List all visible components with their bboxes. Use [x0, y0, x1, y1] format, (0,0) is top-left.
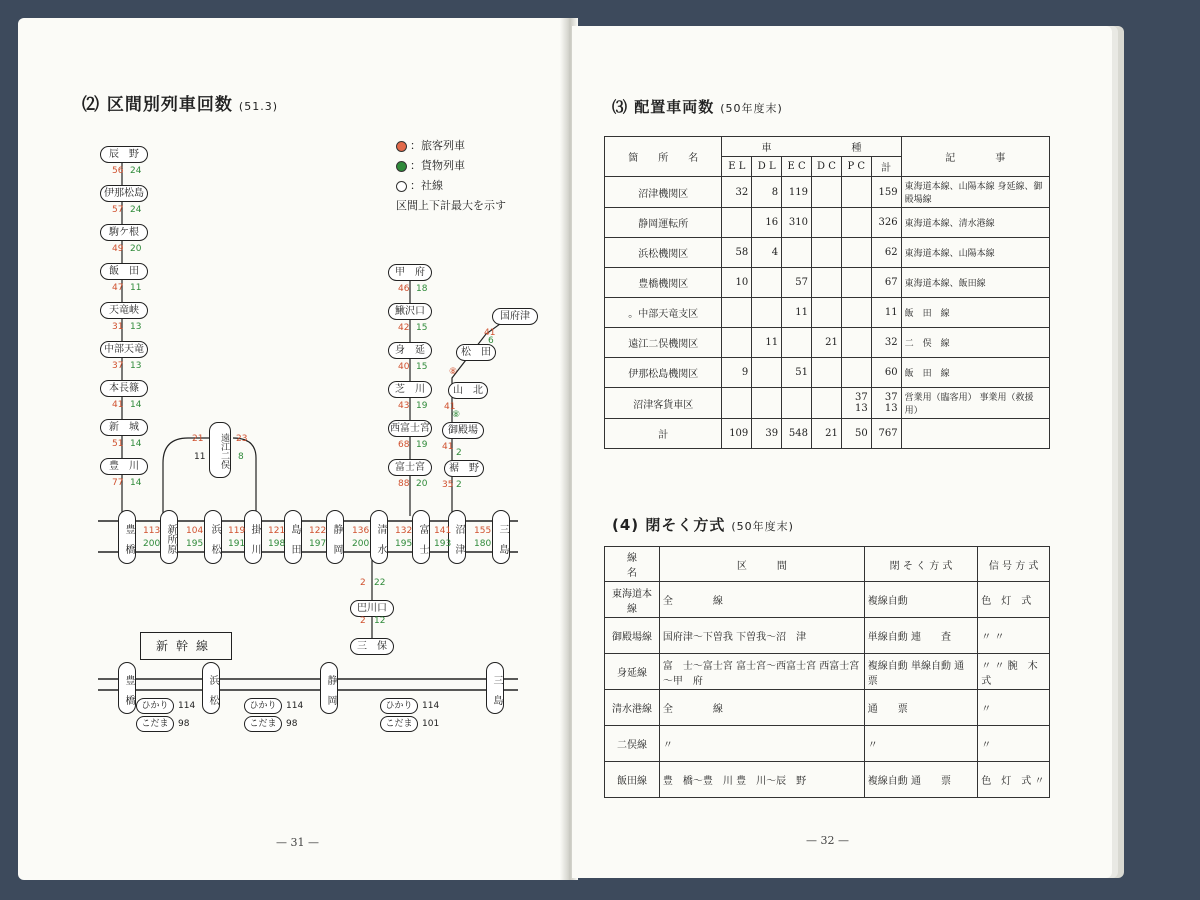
station-7: 新 城 [100, 419, 148, 436]
table-cell: 11 [871, 298, 901, 328]
table-cell: 。中部天竜支区 [605, 298, 722, 328]
table-row [605, 726, 1050, 762]
table-cell [752, 298, 782, 328]
count-passenger: 88 [398, 479, 410, 489]
station-minobu-3: 芝 川 [388, 381, 432, 398]
table-cell: 37 13 [841, 388, 871, 419]
table-row [605, 419, 1050, 449]
count-passenger: 77 [112, 478, 124, 488]
table-cell: 沼津客貨車区 [605, 388, 722, 419]
count-freight: 18 [416, 284, 428, 294]
table-row [605, 177, 1050, 208]
station-tokaido-1: 新所原 [160, 510, 178, 564]
table-cell: 二 俣 線 [901, 328, 1049, 358]
count-freight: 197 [309, 539, 327, 549]
page-number: — 31 — [276, 836, 319, 849]
station-shinkansen-3: 三 島 [486, 662, 504, 714]
table-cell: 東海道本線、山陽本線 [901, 238, 1049, 268]
count-freight: 15 [416, 362, 428, 372]
table-cell: 10 [722, 268, 752, 298]
legend: ：旅客列車 ：貨物列車 ：社線 区間上下計最大を示す [396, 139, 506, 212]
station-5: 中部天竜 [100, 341, 148, 358]
table-cell: 飯 田 線 [901, 358, 1049, 388]
page-number: — 32 — [806, 834, 849, 847]
count-passenger: 122 [309, 526, 327, 536]
count-passenger: 113 [143, 526, 161, 536]
table-cell [841, 238, 871, 268]
table-cell: 〃 [978, 726, 1050, 762]
header-remarks: 記 事 [901, 137, 1049, 177]
table-cell: 21 [812, 328, 842, 358]
count-passenger: 132 [395, 526, 413, 536]
table-cell [841, 268, 871, 298]
table-cell: 37 13 [871, 388, 901, 419]
table-cell: 色 灯 式 〃 [978, 762, 1050, 798]
count-freight: ⑧ [452, 410, 461, 420]
count-passenger: 141 [434, 526, 452, 536]
table-cell: 通 票 [864, 690, 977, 726]
table-cell: 109 [722, 419, 752, 449]
table-cell: 東海道本線 [605, 582, 660, 618]
station-shinkansen-2: 静 岡 [320, 662, 338, 714]
count-hikari: 114 [422, 701, 440, 711]
table-cell: 計 [605, 419, 722, 449]
count-passenger: 31 [112, 322, 124, 332]
count-freight: 2 [456, 448, 462, 458]
table-cell: 伊那松島機関区 [605, 358, 722, 388]
table-row [605, 268, 1050, 298]
table-row [605, 238, 1050, 268]
count-passenger: 68 [398, 440, 410, 450]
table-cell: 東海道本線、山陽本線 身延線、御殿場線 [901, 177, 1049, 208]
table-cell: 御殿場線 [605, 618, 660, 654]
table-cell: 〃 [864, 726, 977, 762]
table-cell: 4 [752, 238, 782, 268]
train-kodama: こだま [136, 716, 174, 732]
table-cell: 326 [871, 208, 901, 238]
table-cell [722, 388, 752, 419]
station-tokaido-8: 沼 津 [448, 510, 466, 564]
train-hikari: ひかり [244, 698, 282, 714]
count-freight: 13 [130, 322, 142, 332]
count-passenger: 41 [484, 328, 496, 338]
station-tokaido-3: 掛 川 [244, 510, 262, 564]
block-system-table [604, 546, 1050, 798]
table-cell: 11 [752, 328, 782, 358]
count-freight: 180 [474, 539, 492, 549]
count-passenger: 21 [192, 434, 204, 444]
header-kind: 車 種 [722, 137, 901, 157]
station-gotemba-0: 国府津 [492, 308, 538, 325]
count-passenger: 41 [112, 400, 124, 410]
table-cell [722, 328, 752, 358]
count-freight: 198 [268, 539, 286, 549]
count-freight: 193 [434, 539, 452, 549]
table-cell: 豊橋機関区 [605, 268, 722, 298]
station-minobu-2: 身 延 [388, 342, 432, 359]
count-passenger: 104 [186, 526, 204, 536]
table-cell: 21 [812, 419, 842, 449]
table-cell: 複線自動 通 票 [864, 762, 977, 798]
count-freight: 20 [130, 244, 142, 254]
left-page [18, 18, 566, 880]
table-row [605, 298, 1050, 328]
table-cell [841, 298, 871, 328]
table-cell [812, 238, 842, 268]
table-cell: 32 [871, 328, 901, 358]
count-passenger: 41 [444, 402, 456, 412]
table-cell: 〃 〃 腕 木 式 [978, 654, 1050, 690]
count-freight: 200 [143, 539, 161, 549]
count-freight: 20 [416, 479, 428, 489]
count-passenger: 121 [268, 526, 286, 536]
table-row [605, 690, 1050, 726]
count-kodama: 101 [422, 719, 440, 729]
table-cell: 豊 橋～豊 川 豊 川～辰 野 [659, 762, 864, 798]
table-cell [782, 328, 812, 358]
table-cell: 身延線 [605, 654, 660, 690]
count-freight: 14 [130, 478, 142, 488]
table-cell [841, 208, 871, 238]
station-shimizu-0: 巴川口 [350, 600, 394, 617]
header-col-1: D L [752, 157, 782, 177]
count-passenger: 51 [112, 439, 124, 449]
count-freight: 8 [238, 452, 244, 462]
table-cell: 東海道本線、清水港線 [901, 208, 1049, 238]
table-cell [812, 268, 842, 298]
count-passenger: 42 [398, 323, 410, 333]
count-passenger: 2 [360, 578, 366, 588]
table-cell: 39 [752, 419, 782, 449]
table-cell: 飯田線 [605, 762, 660, 798]
table-cell: 複線自動 単線自動 通 票 [864, 654, 977, 690]
station-minobu-5: 富士宮 [388, 459, 432, 476]
table-cell: 767 [871, 419, 901, 449]
table-cell: 62 [871, 238, 901, 268]
count-freight: 19 [416, 440, 428, 450]
station-minobu-4: 西富士宮 [388, 420, 432, 437]
table-cell: 静岡運転所 [605, 208, 722, 238]
count-freight: 24 [130, 205, 142, 215]
header-col-0: 線 名 [605, 547, 660, 582]
table-cell: 二俣線 [605, 726, 660, 762]
table-cell: 全 線 [659, 582, 864, 618]
station-gotemba-2: 山 北 [448, 382, 488, 399]
table-cell [722, 208, 752, 238]
header-col-2: 閉 そ く 方 式 [864, 547, 977, 582]
count-passenger: 47 [112, 283, 124, 293]
right-page [572, 26, 1112, 878]
table-cell: 548 [782, 419, 812, 449]
table-cell [782, 238, 812, 268]
station-4: 天竜峡 [100, 302, 148, 319]
count-passenger: 46 [398, 284, 410, 294]
count-freight: 19 [416, 401, 428, 411]
station-2: 駒ケ根 [100, 224, 148, 241]
table-cell [752, 388, 782, 419]
table-cell: 単線自動 連 査 [864, 618, 977, 654]
station-tokaido-4: 島 田 [284, 510, 302, 564]
section4-title: (4) 閉そく方式 (50年度末) [612, 516, 794, 534]
table-cell: 51 [782, 358, 812, 388]
table-cell [901, 419, 1049, 449]
table-cell: 複線自動 [864, 582, 977, 618]
table-cell: 310 [782, 208, 812, 238]
count-freight: 191 [228, 539, 246, 549]
train-kodama: こだま [380, 716, 418, 732]
shinkansen-label: 新幹線 [140, 632, 232, 660]
table-cell [841, 358, 871, 388]
table-row [605, 328, 1050, 358]
table-cell: 富 士～富士宮 富士宮～西富士宮 西富士宮～甲 府 [659, 654, 864, 690]
count-passenger: 40 [398, 362, 410, 372]
header-col-0: E L [722, 157, 752, 177]
count-passenger: 136 [352, 526, 370, 536]
count-freight: 11 [130, 283, 142, 293]
table-cell [812, 208, 842, 238]
table-cell [782, 388, 812, 419]
station-3: 飯 田 [100, 263, 148, 280]
table-row [605, 208, 1050, 238]
train-hikari: ひかり [136, 698, 174, 714]
table-cell: 16 [752, 208, 782, 238]
table-cell: 119 [782, 177, 812, 208]
table-cell: 〃 〃 [978, 618, 1050, 654]
station-shimizu-1: 三 保 [350, 638, 394, 655]
table-cell: 東海道本線、飯田線 [901, 268, 1049, 298]
count-hikari: 114 [178, 701, 196, 711]
table-cell: 67 [871, 268, 901, 298]
table-row [605, 654, 1050, 690]
count-freight: 12 [374, 616, 386, 626]
table-row [605, 762, 1050, 798]
header-col-1: 区 間 [659, 547, 864, 582]
table-cell [812, 177, 842, 208]
count-freight: 15 [416, 323, 428, 333]
header-col-2: E C [782, 157, 812, 177]
station-gotemba-1: 松 田 [456, 344, 496, 361]
count-freight: 14 [130, 400, 142, 410]
station-tokaido-0: 豊 橋 [118, 510, 136, 564]
count-passenger: 43 [398, 401, 410, 411]
table-cell: 57 [782, 268, 812, 298]
header-col-3: 信 号 方 式 [978, 547, 1050, 582]
table-cell: 遠江二俣機関区 [605, 328, 722, 358]
count-freight: 2 [456, 480, 462, 490]
station-futamata: 遠江二俣 [209, 422, 231, 478]
train-hikari: ひかり [380, 698, 418, 714]
count-freight: 22 [374, 578, 386, 588]
train-kodama: こだま [244, 716, 282, 732]
table-row [605, 358, 1050, 388]
count-passenger: 56 [112, 166, 124, 176]
table-cell: 60 [871, 358, 901, 388]
table-cell [812, 298, 842, 328]
count-kodama: 98 [286, 719, 298, 729]
count-freight: 6 [488, 336, 494, 346]
table-cell: 沼津機関区 [605, 177, 722, 208]
count-passenger: 41 [442, 442, 454, 452]
station-gotemba-4: 裾 野 [444, 460, 484, 477]
table-cell: 営業用（臨客用） 事業用（救援用） [901, 388, 1049, 419]
count-freight: 11 [194, 452, 206, 462]
count-hikari: 114 [286, 701, 304, 711]
station-6: 本長篠 [100, 380, 148, 397]
table-cell: 50 [841, 419, 871, 449]
table-cell: 浜松機関区 [605, 238, 722, 268]
table-cell: 清水港線 [605, 690, 660, 726]
count-freight: 13 [130, 361, 142, 371]
table-cell: 飯 田 線 [901, 298, 1049, 328]
table-cell: 全 線 [659, 690, 864, 726]
table-cell: 〃 [659, 726, 864, 762]
table-cell [812, 388, 842, 419]
table-cell: 8 [752, 177, 782, 208]
station-0: 辰 野 [100, 146, 148, 163]
table-cell: 32 [722, 177, 752, 208]
station-1: 伊那松島 [100, 185, 148, 202]
table-cell: 159 [871, 177, 901, 208]
station-shinkansen-0: 豊 橋 [118, 662, 136, 714]
header-col-5: 計 [871, 157, 901, 177]
header-col-4: P C [841, 157, 871, 177]
station-gotemba-3: 御殿場 [442, 422, 484, 439]
table-cell: 色 灯 式 [978, 582, 1050, 618]
station-tokaido-5: 静 岡 [326, 510, 344, 564]
table-cell: 〃 [978, 690, 1050, 726]
table-cell: 58 [722, 238, 752, 268]
table-cell [812, 358, 842, 388]
count-passenger: 37 [112, 361, 124, 371]
station-tokaido-9: 三 島 [492, 510, 510, 564]
header-place: 箇 所 名 [605, 137, 722, 177]
table-cell: 9 [722, 358, 752, 388]
table-row [605, 618, 1050, 654]
count-passenger: 119 [228, 526, 246, 536]
table-cell [841, 177, 871, 208]
table-cell [752, 268, 782, 298]
table-cell: 国府津～下曽我 下曽我～沼 津 [659, 618, 864, 654]
station-shinkansen-1: 浜 松 [202, 662, 220, 714]
table-cell [752, 358, 782, 388]
count-passenger: 57 [112, 205, 124, 215]
table-cell [722, 298, 752, 328]
count-passenger: 2 [360, 616, 366, 626]
count-passenger: 35 [442, 480, 454, 490]
count-passenger: 155 [474, 526, 492, 536]
table-row [605, 582, 1050, 618]
table-cell [841, 328, 871, 358]
table-row [605, 388, 1050, 419]
station-minobu-0: 甲 府 [388, 264, 432, 281]
table-cell: 11 [782, 298, 812, 328]
station-tokaido-7: 富 士 [412, 510, 430, 564]
header-col-3: D C [812, 157, 842, 177]
route-diagram [18, 18, 566, 880]
section2-title: ⑵ 区間別列車回数 (51.3) [82, 95, 278, 115]
count-freight: 24 [130, 166, 142, 176]
vehicle-table [604, 136, 1050, 449]
count-passenger: 49 [112, 244, 124, 254]
count-freight: 195 [395, 539, 413, 549]
count-passenger: 23 [236, 434, 248, 444]
count-passenger: ⑧ [449, 367, 458, 377]
section3-title: ⑶ 配置車両数 (50年度末) [612, 98, 783, 116]
station-tokaido-6: 清 水 [370, 510, 388, 564]
station-minobu-1: 鰍沢口 [388, 303, 432, 320]
count-freight: 14 [130, 439, 142, 449]
count-freight: 195 [186, 539, 204, 549]
count-kodama: 98 [178, 719, 190, 729]
station-8: 豊 川 [100, 458, 148, 475]
station-tokaido-2: 浜 松 [204, 510, 222, 564]
count-freight: 200 [352, 539, 370, 549]
